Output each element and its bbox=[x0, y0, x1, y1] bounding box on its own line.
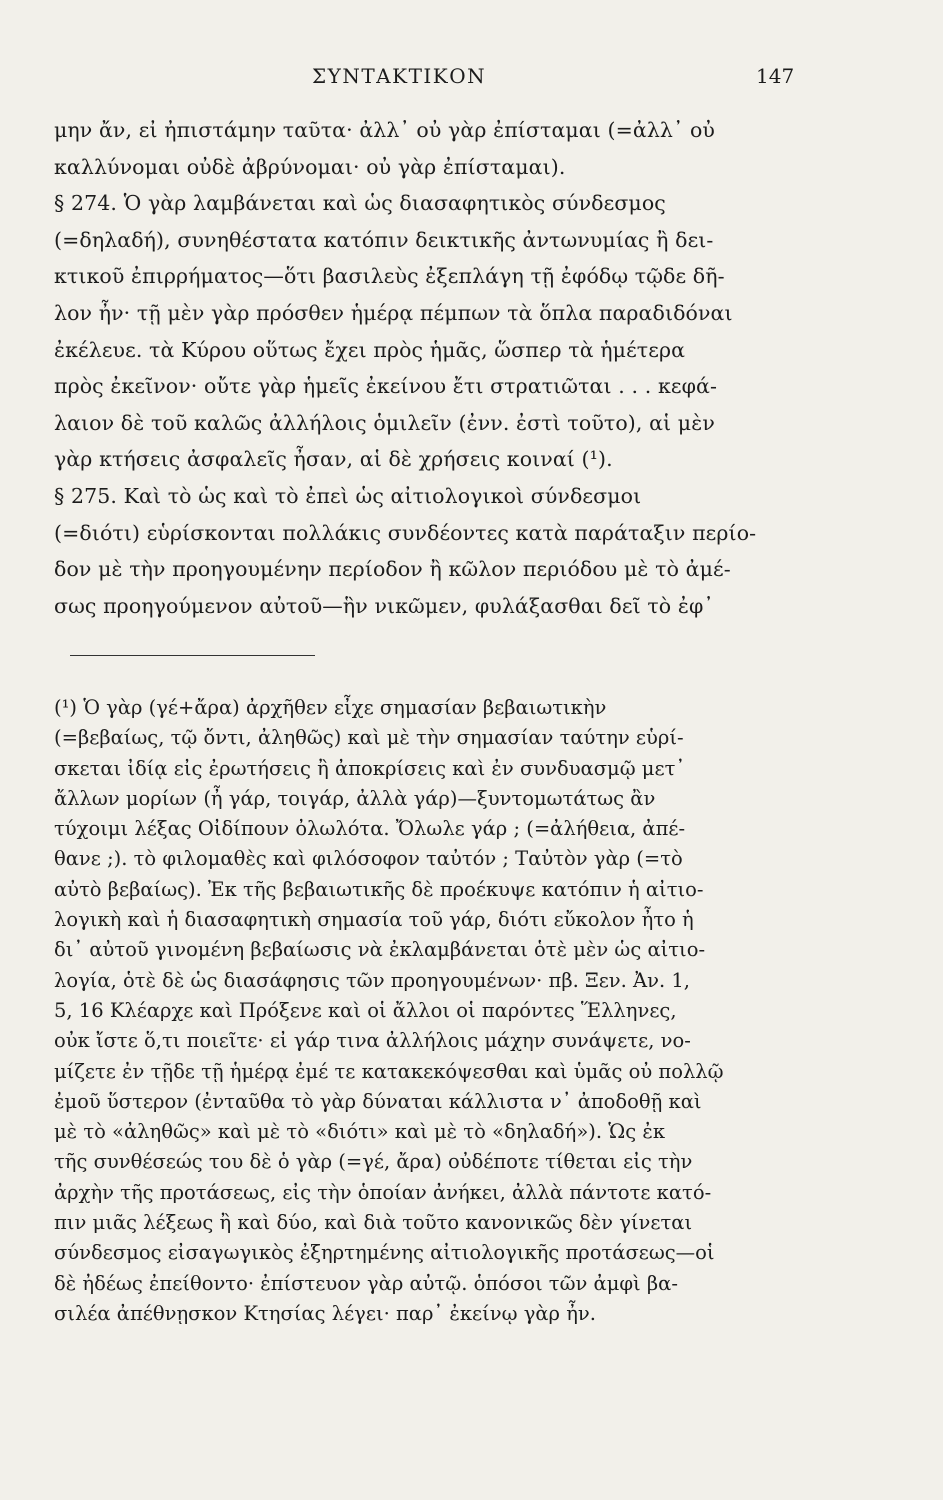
footnote-line: σκεται ἰδίᾳ εἰς ἐρωτήσεις ἢ ἀποκρίσεις καὶ ἐν συνδυασμῷ μετ᾽ bbox=[54, 756, 686, 780]
text-line: ἐκέλευε. τὰ Κύρου οὕτως ἔχει πρὸς ἡμᾶς, ὥσπερ τὰ ἡμέτερα bbox=[54, 337, 686, 362]
text-line: πρὸς ἐκεῖνον· οὔτε γὰρ ἡμεῖς ἐκείνου ἔτι στρατιῶται . . . κεφά- bbox=[54, 374, 718, 399]
footnote-line: οὐκ ἴστε ὅ,τι ποιεῖτε· εἰ γάρ τινα ἀλλήλοις μάχην συνάψετε, νο- bbox=[54, 1029, 691, 1053]
text-line: (=δηλαδή), συνηθέστατα κατόπιν δεικτικῆς ἀντωνυμίας ἢ δει- bbox=[54, 227, 714, 252]
text-line: λαιον δὲ τοῦ καλῶς ἀλλήλοις ὁμιλεῖν (ἐνν. ἐστὶ τοῦτο), αἱ μὲν bbox=[54, 410, 715, 435]
footnote-line: θανε ;). τὸ φιλομαθὲς καὶ φιλόσοφον ταὐτόν ; Ταὐτὸν γὰρ (=τὸ bbox=[54, 847, 683, 871]
text-line: δον μὲ τὴν προηγουμένην περίοδον ἢ κῶλον περιόδου μὲ τὸ ἀμέ- bbox=[54, 557, 731, 582]
text-line: § 275. Καὶ τὸ ὡς καὶ τὸ ἐπεὶ ὡς αἰτιολογικοὶ σύνδεσμοι bbox=[54, 483, 642, 508]
footnote-line: σύνδεσμος εἰσαγωγικὸς ἐξηρτημένης αἰτιολογικῆς προτάσεως—οἱ bbox=[54, 1241, 715, 1265]
footnote-divider bbox=[70, 655, 315, 656]
footnote-line: ἀρχὴν τῆς προτάσεως, εἰς τὴν ὁποίαν ἀνήκει, ἀλλὰ πάντοτε κατό- bbox=[54, 1180, 712, 1204]
footnote-line: δὲ ἠδέως ἐπείθοντο· ἐπίστευον γὰρ αὐτῷ. ὁπόσοι τῶν ἀμφὶ βα- bbox=[54, 1271, 678, 1295]
page-number: 147 bbox=[756, 64, 795, 88]
text-line: καλλύνομαι οὐδὲ ἀβρύνομαι· οὐ γὰρ ἐπίσταμαι). bbox=[54, 154, 566, 179]
text-line: λον ἦν· τῇ μὲν γὰρ πρόσθεν ἡμέρᾳ πέμπων τὰ ὅπλα παραδιδόναι bbox=[54, 300, 733, 325]
footnote-line: μίζετε ἐν τῇδε τῇ ἡμέρᾳ ἐμέ τε κατακεκόψεσθαι καὶ ὑμᾶς οὐ πολλῷ bbox=[54, 1059, 724, 1083]
text-line: μην ἄν, εἰ ἠπιστάμην ταῦτα· ἀλλ᾽ οὐ γὰρ ἐπίσταμαι (=ἀλλ᾽ οὐ bbox=[54, 118, 715, 142]
text-line: § 274. Ὁ γὰρ λαμβάνεται καὶ ὡς διασαφητικὸς σύνδεσμος bbox=[54, 191, 666, 216]
footnote-line: σιλέα ἀπέθνῃσκον Κτησίας λέγει· παρ᾽ ἐκείνῳ γὰρ ἦν. bbox=[54, 1301, 596, 1325]
main-text bbox=[54, 112, 826, 624]
text-line: (=διότι) εὑρίσκονται πολλάκις συνδέοντες κατὰ παράταξιν περίο- bbox=[54, 520, 757, 545]
footnote-line: 5, 16 Κλέαρχε καὶ Πρόξενε καὶ οἱ ἄλλοι οἱ παρόντες Ἕλληνες, bbox=[54, 998, 677, 1022]
footnote-line: λογία, ὁτὲ δὲ ὡς διασάφησις τῶν προηγουμένων· πβ. Ξεν. Ἀν. 1, bbox=[54, 968, 690, 992]
footnote-line: τῆς συνθέσεώς του δὲ ὁ γὰρ (=γέ, ἄρα) οὐδέποτε τίθεται εἰς τὴν bbox=[54, 1150, 693, 1174]
footnote-line: ἄλλων μορίων (ἦ γάρ, τοιγάρ, ἀλλὰ γάρ)—ξυντομωτάτως ἂν bbox=[54, 786, 656, 810]
footnote bbox=[54, 693, 826, 1329]
footnote-line: αὐτὸ βεβαίως). Ἐκ τῆς βεβαιωτικῆς δὲ προέκυψε κατόπιν ἡ αἰτιο- bbox=[54, 877, 704, 901]
footnote-line: δι᾽ αὐτοῦ γινομένη βεβαίωσις νὰ ἐκλαμβάνεται ὁτὲ μὲν ὡς αἰτιο- bbox=[54, 938, 706, 962]
footnote-line: (=βεβαίως, τῷ ὄντι, ἀληθῶς) καὶ μὲ τὴν σημασίαν ταύτην εὑρί- bbox=[54, 726, 684, 750]
footnote-line: πιν μιᾶς λέξεως ἢ καὶ δύο, καὶ διὰ τοῦτο κανονικῶς δὲν γίνεται bbox=[54, 1211, 693, 1235]
footnote-line: (¹) Ὁ γὰρ (γέ+ἄρα) ἀρχῆθεν εἶχε σημασίαν βεβαιωτικὴν bbox=[54, 696, 607, 719]
running-title: ΣΥΝΤΑΚΤΙΚΟΝ bbox=[312, 64, 487, 88]
text-line: γὰρ κτήσεις ἀσφαλεῖς ἦσαν, αἱ δὲ χρήσεις κοιναί (¹). bbox=[54, 447, 613, 472]
footnote-line: λογικὴ καὶ ἡ διασαφητικὴ σημασία τοῦ γάρ, διότι εὔκολον ἦτο ἡ bbox=[54, 908, 694, 932]
footnote-line: τύχοιμι λέξας Οἰδίπουν ὀλωλότα. Ὄλωλε γάρ ; (=ἀλήθεια, ἀπέ- bbox=[54, 817, 686, 841]
text-line: σως προηγούμενον αὐτοῦ—ἣν νικῶμεν, φυλάξασθαι δεῖ τὸ ἐφ᾽ bbox=[54, 593, 714, 618]
text-line: κτικοῦ ἐπιρρήματος—ὅτι βασιλεὺς ἐξεπλάγη τῇ ἐφόδῳ τῷδε δῆ- bbox=[54, 264, 725, 289]
running-head bbox=[0, 64, 943, 94]
footnote-line: ἐμοῦ ὕστερον (ἐνταῦθα τὸ γὰρ δύναται κάλλιστα ν᾽ ἀποδοθῇ καὶ bbox=[54, 1089, 702, 1113]
footnote-line: μὲ τὸ «ἀληθῶς» καὶ μὲ τὸ «διότι» καὶ μὲ τὸ «δηλαδή»). Ὡς ἐκ bbox=[54, 1120, 666, 1144]
